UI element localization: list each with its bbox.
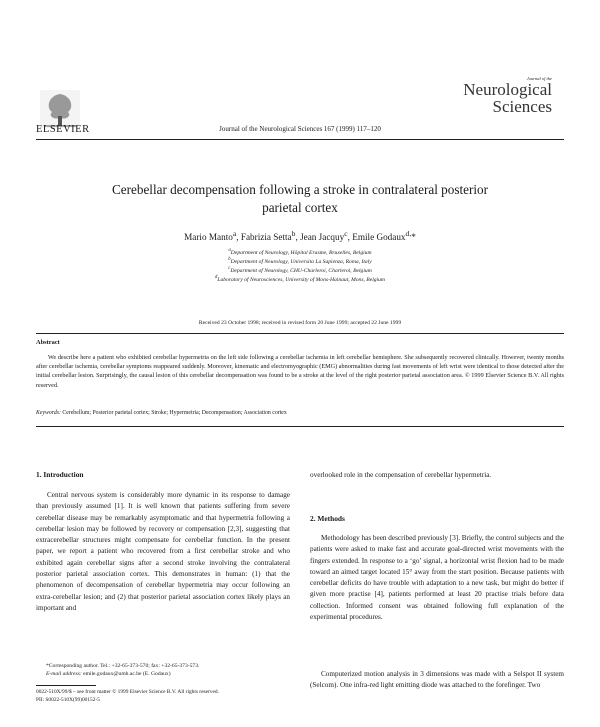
author-list: Mario Manto$^a$, Fabrizia Setta$^b$, Jean Jacquy$^c$, Emile Godaux$^{d,}$* <box>184 229 416 243</box>
keywords <box>36 410 564 416</box>
abstract-bottom-rule <box>36 426 564 427</box>
journal-logo-line2: Sciences <box>492 97 552 116</box>
affiliation: $^b$Department of Neurology, Universita La Sapienza, Roma, Italy <box>228 257 372 265</box>
journal-logo <box>463 76 552 115</box>
email-footnote <box>46 670 290 678</box>
affiliation: $^d$Laboratory of Neurosciences, University of Mons-Hainaut, Mons, Belgium <box>215 275 385 283</box>
email-label: E-mail address: <box>46 671 82 677</box>
issn-line: 0022-510X/99/$ – see front matter © 1999 Elsevier Science B.V. All rights reserved. <box>36 689 219 695</box>
corresponding-author-footnote: *Corresponding author. Tel.: +32-65-373-570; fax: +32-65-373-573. <box>46 663 200 669</box>
methods-paragraph-1: Methodology has been described previously [3]. Briefly, the control subjects and the patients were asked to make fast and accurate goal-directed wrist movements with the fingers extended. In response to a ‘go’ signal, a horizontal wrist flexion had to be made toward an aimed target located 15° away from the start position. Because patients with cerebellar deficits do have trouble with adaptation to a new task, but might do better if given more practise [4], patients performed at least 20 practise trials before data collection. Informed consent was obtained following full explanation of the experimental procedures. <box>310 534 564 622</box>
received-dates: Received 23 October 1998; received in revised form 20 June 1999; accepted 22 June 1999 <box>198 320 402 326</box>
abstract-top-rule <box>36 333 564 334</box>
journal-citation: Journal of the Neurological Sciences 167 (1999) 117–120 <box>219 125 381 133</box>
email-address: emile.godaux@umh.ac.be (E. Godaux) <box>81 671 171 677</box>
journal-logo-line1: Neurological <box>463 80 552 99</box>
elsevier-tree-logo <box>40 90 80 128</box>
section-heading-introduction: 1. Introduction <box>36 470 84 479</box>
methods-paragraph-2: Computerized motion analysis in 3 dimensions was made with a Selspot II system (Selcom). One infra-red light emitting diode was attached to the forefinger. Two <box>310 670 564 690</box>
pii-line: PII: S0022-510X(99)00152-5 <box>36 697 100 703</box>
introduction-paragraph: Central nervous system is considerably more dynamic in its response to damage than previously assumed [1]. It is well known that patients suffering from severe cerebellar disease may be remarkably asymptomatic and that hypermetria following a cerebellar lesion may be followed by recovery or compensation [2,3], suggesting that extracerebellar structures might compensate for cerebellar function. In the present paper, we report a patient who recovered from a first cerebellar stroke and who exhibited again cerebellar signs after a second stroke involving the contralateral posterior parietal association cortex. This demonstrates in human: (1) that the phenomenon of decompensation of cerebellar hypermetria may occur following an extra-cerebellar lesion; and (2) that posterior parietal association cortex likely plays an important and <box>36 491 290 612</box>
abstract-heading: Abstract <box>36 339 60 346</box>
section-heading-methods: 2. Methods <box>310 514 345 523</box>
affiliation: $^a$Department of Neurology, Hôpital Erasme, Bruxelles, Belgium <box>228 248 372 256</box>
introduction-continued: overlooked role in the compensation of cerebellar hypermetria. <box>310 471 492 479</box>
article-title <box>60 181 540 217</box>
publisher-name: ELSEVIER <box>36 124 90 135</box>
keywords-label: Keywords: <box>36 410 61 416</box>
abstract-text: We describe here a patient who exhibited cerebellar hypermetria on the left side following a cerebellar ischemia in left cerebellar hemisphere. She subsequently recovered clinically. However, twenty months after cerebellar ischemia, cerebellar symptoms reappeared suddenly. Moreover, kinematic and electromyographic (EMG) abnormalities during fast movements of left wrist were identical to those detected after the initial cerebellar lesion. Surprisingly, the causal lesion of this cerebellar decompensation was found to be a stroke at the level of the right posterior parietal association area. © 1999 Elsevier Science B.V. All rights reserved. <box>36 354 564 389</box>
footer-rule <box>36 685 96 686</box>
header-rule <box>36 139 564 140</box>
keywords-list: Cerebellum; Posterior parietal cortex; Stroke; Hypermetria; Decompensation; Association cortex <box>62 410 287 416</box>
journal-logo-small: Journal of the <box>526 76 552 81</box>
title-line-1: Cerebellar decompensation following a stroke in contralateral posterior <box>111 182 489 197</box>
affiliation: $^c$Department of Neurology, CHU-Charleroi, Charleroi, Belgium <box>228 266 372 274</box>
title-line-2: parietal cortex <box>262 200 338 215</box>
